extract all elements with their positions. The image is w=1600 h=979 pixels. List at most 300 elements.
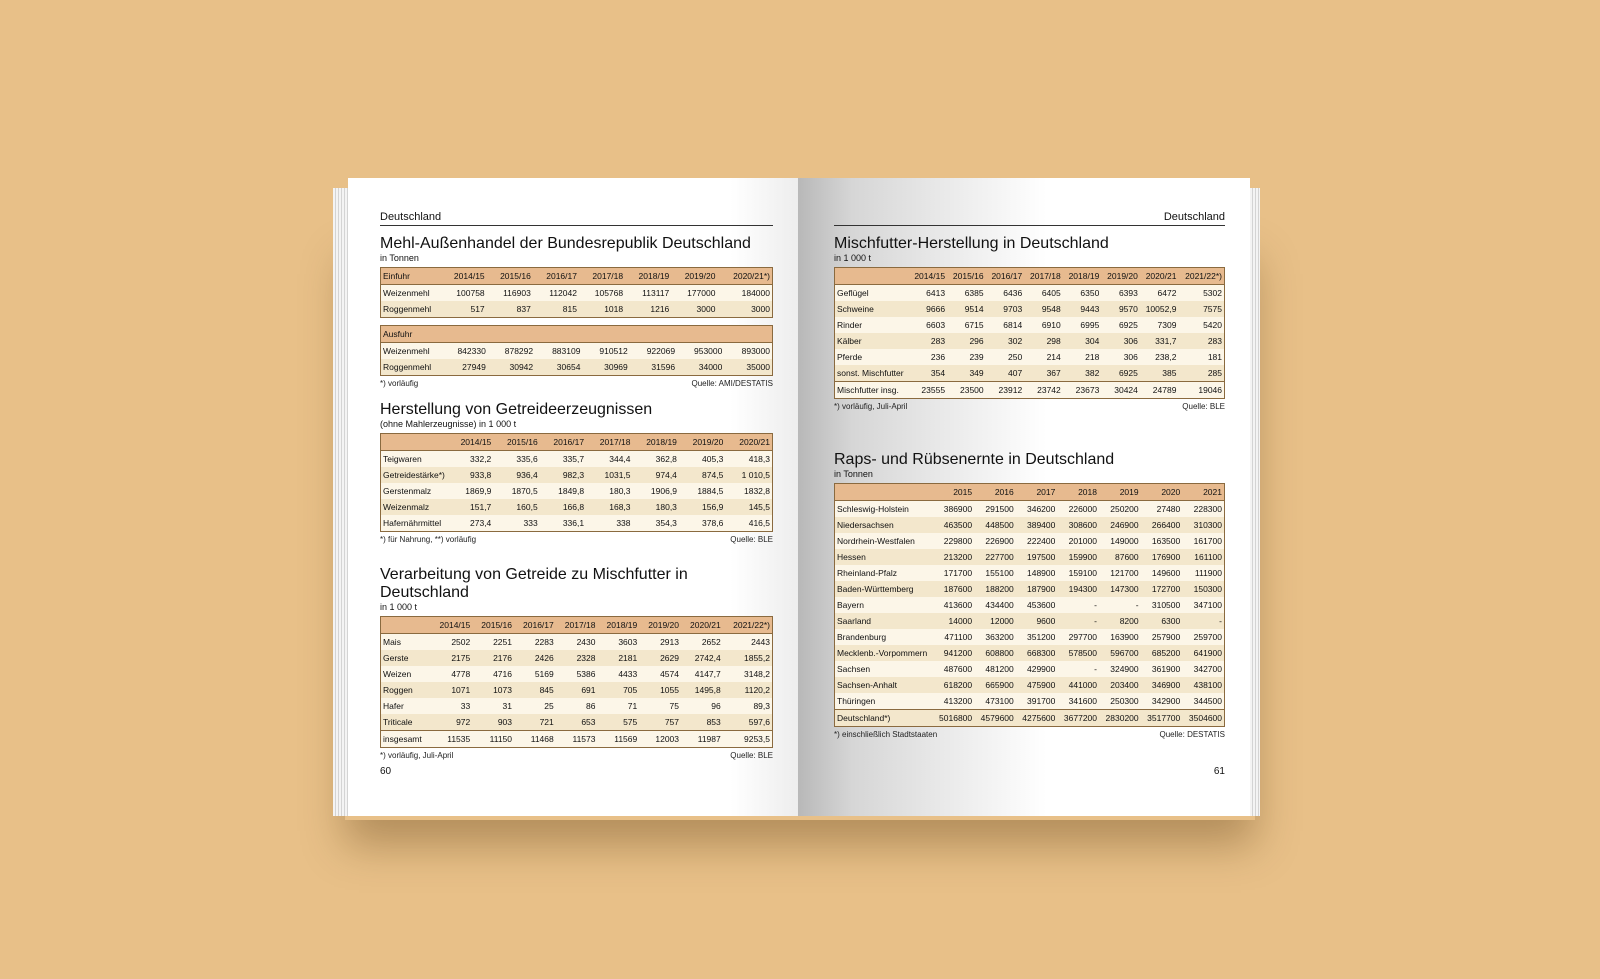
row-label: Getreidestärke*) bbox=[383, 470, 445, 480]
table-row bbox=[381, 483, 773, 499]
row-label: Sachsen-Anhalt bbox=[837, 680, 898, 690]
cell: 441000 bbox=[1068, 680, 1097, 690]
cell: 2176 bbox=[493, 653, 512, 663]
cell: 685200 bbox=[1151, 648, 1181, 658]
verarbeitung-notes bbox=[380, 751, 773, 760]
cell: 6436 bbox=[1003, 288, 1023, 298]
cell: 11573 bbox=[556, 731, 598, 748]
einfuhr-header-row bbox=[381, 268, 773, 285]
left-page-header: Deutschland bbox=[380, 211, 442, 223]
cell: 285 bbox=[1207, 368, 1222, 378]
cell: 2430 bbox=[576, 637, 596, 647]
cell: 34000 bbox=[698, 362, 723, 372]
col-header: 2017/18 bbox=[1024, 268, 1063, 285]
table-row bbox=[381, 467, 773, 483]
cell: 163500 bbox=[1151, 536, 1181, 546]
raps-header-row bbox=[835, 484, 1225, 501]
cell: 883109 bbox=[552, 346, 581, 356]
cell: 218 bbox=[1085, 352, 1100, 362]
cell: 922069 bbox=[646, 346, 676, 356]
cell: 12000 bbox=[990, 616, 1014, 626]
table-row bbox=[835, 597, 1225, 613]
row-label: Weizen bbox=[383, 669, 412, 679]
table-row bbox=[835, 565, 1225, 581]
cell: 4778 bbox=[451, 669, 471, 679]
cell: 236 bbox=[930, 352, 946, 362]
cell: 351200 bbox=[1027, 632, 1056, 642]
col-header: 2020 bbox=[1141, 484, 1183, 501]
cell: 691 bbox=[581, 685, 596, 695]
cell: 6814 bbox=[1003, 320, 1023, 330]
cell: 842330 bbox=[457, 346, 486, 356]
cell: 30424 bbox=[1101, 382, 1140, 399]
cell: 259700 bbox=[1193, 632, 1222, 642]
cell: 9600 bbox=[1036, 616, 1056, 626]
cell: 6413 bbox=[926, 288, 946, 298]
cell: 448500 bbox=[985, 520, 1014, 530]
cell: 618200 bbox=[943, 680, 973, 690]
mehl-source: Quelle: AMI/DESTATIS bbox=[691, 379, 773, 388]
row-label: Nordrhein-Westfalen bbox=[837, 536, 915, 546]
cell: 331,7 bbox=[1155, 336, 1177, 346]
cell: 6405 bbox=[1041, 288, 1061, 298]
cell: - bbox=[1135, 600, 1139, 610]
cell: 2652 bbox=[701, 637, 721, 647]
cell: 721 bbox=[539, 717, 554, 727]
cell: 1120,2 bbox=[744, 685, 770, 695]
row-label: Saarland bbox=[837, 616, 872, 626]
cell: 1884,5 bbox=[697, 486, 724, 496]
row-label: Gerstenmalz bbox=[383, 486, 432, 496]
cell: 1216 bbox=[650, 304, 670, 314]
cell: 354 bbox=[930, 368, 946, 378]
table-row bbox=[835, 661, 1225, 677]
mischfutter-footnote: *) vorläufig, Juli-April bbox=[834, 402, 908, 411]
left-header-rule bbox=[380, 225, 773, 226]
mehl-subtitle: in Tonnen bbox=[380, 253, 419, 263]
cell: 2181 bbox=[618, 653, 638, 663]
cell: 291500 bbox=[985, 504, 1014, 514]
col-header: 2017/18 bbox=[586, 434, 632, 451]
col-header: 2016/17 bbox=[540, 434, 586, 451]
table-row bbox=[381, 343, 773, 360]
verarbeitung-table bbox=[380, 616, 773, 748]
cell: 27949 bbox=[462, 362, 486, 372]
cell: 201000 bbox=[1068, 536, 1097, 546]
mehl-footnote: *) vorläufig bbox=[380, 379, 419, 388]
cell: 187900 bbox=[1027, 584, 1056, 594]
cell: 386900 bbox=[943, 504, 973, 514]
cell: 113117 bbox=[642, 288, 670, 298]
cell: 213200 bbox=[943, 552, 973, 562]
cell: 246900 bbox=[1110, 520, 1139, 530]
cell: 228300 bbox=[1193, 504, 1222, 514]
cell: 815 bbox=[562, 304, 577, 314]
row-label: Hessen bbox=[837, 552, 866, 562]
cell: 333 bbox=[523, 518, 538, 528]
col-header: 2016/17 bbox=[986, 268, 1025, 285]
cell: 6350 bbox=[1080, 288, 1100, 298]
row-label: Brandenburg bbox=[837, 632, 887, 642]
cell: 155100 bbox=[985, 568, 1014, 578]
cell: 10052,9 bbox=[1145, 304, 1177, 314]
col-header bbox=[835, 484, 933, 501]
total-row bbox=[835, 710, 1225, 727]
cell: 3677200 bbox=[1057, 710, 1099, 727]
cell: 266400 bbox=[1151, 520, 1181, 530]
table-row bbox=[835, 549, 1225, 565]
col-header bbox=[835, 268, 909, 285]
cell: 4147,7 bbox=[694, 669, 721, 679]
cell: 89,3 bbox=[753, 701, 770, 711]
cell: 238,2 bbox=[1155, 352, 1177, 362]
getreide-header-row bbox=[381, 434, 773, 451]
cell: 33 bbox=[460, 701, 471, 711]
col-header: 2018 bbox=[1057, 484, 1099, 501]
col-header: 2015/16 bbox=[947, 268, 986, 285]
mehl-einfuhr-table bbox=[380, 267, 773, 318]
cell: 9253,5 bbox=[723, 731, 773, 748]
cell: 4275600 bbox=[1016, 710, 1058, 727]
cell: 1832,8 bbox=[744, 486, 770, 496]
row-label: Schleswig-Holstein bbox=[837, 504, 909, 514]
cell: 239 bbox=[969, 352, 984, 362]
cell: 19046 bbox=[1178, 382, 1224, 399]
cell: 304 bbox=[1085, 336, 1100, 346]
cell: 335,7 bbox=[562, 454, 585, 464]
row-label: Sachsen bbox=[837, 664, 871, 674]
cell: 974,4 bbox=[655, 470, 677, 480]
cell: 418,3 bbox=[748, 454, 770, 464]
cell: 151,7 bbox=[470, 502, 492, 512]
col-header: 2014/15 bbox=[431, 617, 473, 634]
cell: 1073 bbox=[493, 685, 512, 695]
cell: 382 bbox=[1085, 368, 1100, 378]
cell: 180,3 bbox=[655, 502, 677, 512]
cell: 23742 bbox=[1024, 382, 1063, 399]
cell: 1 010,5 bbox=[741, 470, 770, 480]
cell: 14000 bbox=[948, 616, 973, 626]
cell: 257900 bbox=[1151, 632, 1181, 642]
cell: 3148,2 bbox=[744, 669, 770, 679]
cell: 11535 bbox=[431, 731, 473, 748]
raps-section bbox=[834, 451, 1225, 739]
cell: 250200 bbox=[1110, 504, 1139, 514]
cell: 145,5 bbox=[748, 502, 770, 512]
cell: 668300 bbox=[1027, 648, 1056, 658]
row-label: Schweine bbox=[837, 304, 874, 314]
col-header: 2018/19 bbox=[625, 268, 671, 285]
cell: 298 bbox=[1046, 336, 1061, 346]
cell: 296 bbox=[969, 336, 984, 346]
cell: 160,5 bbox=[516, 502, 538, 512]
row-label: Rinder bbox=[837, 320, 863, 330]
cell: 471100 bbox=[944, 632, 973, 642]
ausfuhr-header-row bbox=[381, 326, 773, 343]
cell: 100758 bbox=[456, 288, 485, 298]
row-label: insgesamt bbox=[381, 731, 431, 748]
table-row bbox=[381, 666, 773, 682]
cell: 434400 bbox=[985, 600, 1014, 610]
table-row bbox=[835, 365, 1225, 382]
cell: 4433 bbox=[618, 669, 638, 679]
cell: 4579600 bbox=[974, 710, 1016, 727]
cell: 87600 bbox=[1114, 552, 1139, 562]
cell: 1855,2 bbox=[744, 653, 770, 663]
row-label: Weizenmalz bbox=[383, 502, 430, 512]
row-label: Deutschland*) bbox=[835, 710, 933, 727]
col-header: 2019/20 bbox=[639, 617, 681, 634]
cell: 6925 bbox=[1118, 320, 1138, 330]
row-label: Niedersachsen bbox=[837, 520, 894, 530]
cell: 226900 bbox=[985, 536, 1014, 546]
col-header: 2018/19 bbox=[598, 617, 640, 634]
table-row bbox=[381, 650, 773, 666]
cell: 1869,9 bbox=[465, 486, 492, 496]
col-header: 2020/21*) bbox=[717, 268, 772, 285]
col-header: 2017/18 bbox=[579, 268, 625, 285]
col-header: 2021/22*) bbox=[1178, 268, 1224, 285]
raps-title: Raps- und Rübsenernte in Deutschland bbox=[834, 451, 1115, 468]
table-row bbox=[381, 698, 773, 714]
col-header: 2019/20 bbox=[679, 434, 725, 451]
cell: 1031,5 bbox=[604, 470, 631, 480]
cell: 3000 bbox=[696, 304, 716, 314]
right-page bbox=[798, 178, 1250, 816]
cell: 105768 bbox=[594, 288, 624, 298]
table-row bbox=[381, 451, 773, 468]
cell: 71 bbox=[627, 701, 638, 711]
row-label: Bayern bbox=[837, 600, 864, 610]
cell: 121700 bbox=[1110, 568, 1139, 578]
verarbeitung-title: Verarbeitung von Getreide zu Mischfutter in Deutschland bbox=[380, 566, 688, 601]
cell: 5169 bbox=[534, 669, 554, 679]
cell: 575 bbox=[623, 717, 638, 727]
cell: 972 bbox=[456, 717, 471, 727]
row-label: Hafernährmittel bbox=[383, 518, 442, 528]
cell: 188200 bbox=[985, 584, 1014, 594]
cell: 438100 bbox=[1193, 680, 1222, 690]
row-label: Teigwaren bbox=[383, 454, 422, 464]
cell: 413200 bbox=[943, 696, 973, 706]
cell: 363200 bbox=[985, 632, 1014, 642]
col-header: 2020/21 bbox=[725, 434, 772, 451]
cell: 5302 bbox=[1203, 288, 1222, 298]
cell: 11569 bbox=[598, 731, 640, 748]
col-header bbox=[381, 617, 431, 634]
cell: 171700 bbox=[943, 568, 973, 578]
table-row bbox=[835, 333, 1225, 349]
mehl-section bbox=[380, 235, 773, 388]
verarbeitung-footnote: *) vorläufig, Juli-April bbox=[380, 751, 454, 760]
row-label: Weizenmehl bbox=[383, 346, 430, 356]
cell: 6472 bbox=[1157, 288, 1177, 298]
cell: 1906,9 bbox=[650, 486, 677, 496]
col-header: 2016/17 bbox=[514, 617, 556, 634]
row-label: Triticale bbox=[383, 717, 413, 727]
cell: 653 bbox=[581, 717, 596, 727]
cell: 226000 bbox=[1068, 504, 1097, 514]
col-header: 2014/15 bbox=[447, 434, 493, 451]
cell: 2830200 bbox=[1099, 710, 1141, 727]
table-row bbox=[381, 301, 773, 318]
col-header: 2019 bbox=[1099, 484, 1141, 501]
cell: 2251 bbox=[493, 637, 512, 647]
col-header: 2018/19 bbox=[1063, 268, 1102, 285]
table-row bbox=[381, 634, 773, 651]
cell: 910512 bbox=[599, 346, 628, 356]
mehl-title: Mehl-Außenhandel der Bundesrepublik Deutschland bbox=[380, 235, 751, 252]
cell: 30942 bbox=[509, 362, 534, 372]
cell: 197500 bbox=[1027, 552, 1056, 562]
cell: - bbox=[1094, 600, 1097, 610]
cell: 310300 bbox=[1193, 520, 1222, 530]
cell: 172700 bbox=[1151, 584, 1181, 594]
cell: 30969 bbox=[604, 362, 628, 372]
cell: 338 bbox=[616, 518, 631, 528]
row-label: Hafer bbox=[383, 701, 404, 711]
cell: - bbox=[1094, 616, 1097, 626]
cell: 608800 bbox=[985, 648, 1014, 658]
cell: 214 bbox=[1046, 352, 1061, 362]
cell: 161700 bbox=[1193, 536, 1222, 546]
row-label: Mischfutter insg. bbox=[835, 382, 909, 399]
cell: 9666 bbox=[926, 304, 946, 314]
mehl-notes bbox=[380, 379, 773, 388]
cell: 9703 bbox=[1003, 304, 1023, 314]
cell: 336,1 bbox=[562, 518, 585, 528]
col-header: Einfuhr bbox=[381, 268, 441, 285]
cell: 6910 bbox=[1041, 320, 1061, 330]
cell: 705 bbox=[623, 685, 638, 695]
cell: 341600 bbox=[1068, 696, 1097, 706]
mischfutter-title: Mischfutter-Herstellung in Deutschland bbox=[834, 235, 1109, 252]
cell: 346900 bbox=[1151, 680, 1181, 690]
cell: 2742,4 bbox=[694, 653, 721, 663]
cell: 1495,8 bbox=[694, 685, 721, 695]
cell: 159100 bbox=[1068, 568, 1097, 578]
cell: 903 bbox=[497, 717, 512, 727]
cell: 6300 bbox=[1161, 616, 1181, 626]
cell: 2426 bbox=[534, 653, 554, 663]
total-row bbox=[835, 382, 1225, 399]
cell: 385 bbox=[1162, 368, 1177, 378]
cell: 416,5 bbox=[748, 518, 770, 528]
cell: 168,3 bbox=[609, 502, 631, 512]
total-row bbox=[381, 731, 773, 748]
cell: 181 bbox=[1207, 352, 1222, 362]
cell: 297700 bbox=[1068, 632, 1097, 642]
cell: 473100 bbox=[985, 696, 1014, 706]
row-label: Geflügel bbox=[837, 288, 869, 298]
cell: 9548 bbox=[1041, 304, 1061, 314]
table-row bbox=[835, 349, 1225, 365]
col-header: 2015/16 bbox=[472, 617, 514, 634]
cell: 147300 bbox=[1110, 584, 1139, 594]
table-row bbox=[381, 714, 773, 731]
cell: 23555 bbox=[909, 382, 948, 399]
cell: 346200 bbox=[1027, 504, 1056, 514]
cell: 9443 bbox=[1080, 304, 1100, 314]
cell: 453600 bbox=[1027, 600, 1056, 610]
mischfutter-source: Quelle: BLE bbox=[1182, 402, 1225, 411]
cell: 4716 bbox=[493, 669, 512, 679]
mischfutter-header-row bbox=[835, 268, 1225, 285]
table-row bbox=[835, 613, 1225, 629]
cell: 23500 bbox=[947, 382, 986, 399]
cell: 283 bbox=[930, 336, 946, 346]
cell: 6925 bbox=[1118, 368, 1138, 378]
cell: 933,8 bbox=[470, 470, 492, 480]
raps-subtitle: in Tonnen bbox=[834, 469, 873, 479]
row-label: Mais bbox=[383, 637, 401, 647]
mischfutter-subtitle: in 1 000 t bbox=[834, 253, 872, 263]
table-row bbox=[835, 693, 1225, 710]
col-header: 2014/15 bbox=[909, 268, 948, 285]
cell: 24789 bbox=[1140, 382, 1179, 399]
table-row bbox=[381, 682, 773, 698]
cell: 11150 bbox=[472, 731, 514, 748]
col-header: 2020/21 bbox=[1140, 268, 1179, 285]
cell: 203400 bbox=[1110, 680, 1139, 690]
cell: 481200 bbox=[985, 664, 1014, 674]
getreide-footnote: *) für Nahrung, **) vorläufig bbox=[380, 535, 477, 544]
cell: 362,8 bbox=[655, 454, 677, 464]
cell: 6393 bbox=[1118, 288, 1138, 298]
table-row bbox=[835, 285, 1225, 302]
table-row bbox=[835, 581, 1225, 597]
cell: 2629 bbox=[660, 653, 679, 663]
cell: 342900 bbox=[1151, 696, 1181, 706]
cell: 96 bbox=[711, 701, 721, 711]
cell: 7575 bbox=[1203, 304, 1222, 314]
cell: 35000 bbox=[746, 362, 770, 372]
cell: 3504600 bbox=[1182, 710, 1224, 727]
cell: 308600 bbox=[1068, 520, 1097, 530]
cell: 177000 bbox=[687, 288, 716, 298]
table-row bbox=[381, 515, 773, 532]
cell: 149600 bbox=[1151, 568, 1181, 578]
cell: 306 bbox=[1123, 352, 1138, 362]
raps-notes bbox=[834, 730, 1225, 739]
page-number-right: 61 bbox=[1213, 766, 1225, 777]
row-label: Kälber bbox=[837, 336, 862, 346]
cell: 306 bbox=[1123, 336, 1138, 346]
col-header: 2019/20 bbox=[671, 268, 717, 285]
table-row bbox=[835, 629, 1225, 645]
cell: 2175 bbox=[451, 653, 471, 663]
cell: 407 bbox=[1008, 368, 1023, 378]
cell: 391700 bbox=[1027, 696, 1056, 706]
cell: 176900 bbox=[1151, 552, 1181, 562]
cell: 25 bbox=[544, 701, 554, 711]
row-label: Roggenmehl bbox=[383, 362, 432, 372]
left-page bbox=[348, 178, 798, 816]
cell: 5420 bbox=[1203, 320, 1222, 330]
cell: 1870,5 bbox=[511, 486, 538, 496]
cell: 5386 bbox=[576, 669, 596, 679]
cell: 335,6 bbox=[516, 454, 538, 464]
cell: 347100 bbox=[1193, 600, 1222, 610]
table-row bbox=[835, 645, 1225, 661]
col-header: 2018/19 bbox=[633, 434, 679, 451]
cell: 250 bbox=[1008, 352, 1023, 362]
getreide-table bbox=[380, 433, 773, 532]
ausfuhr-label: Ausfuhr bbox=[381, 326, 773, 343]
cell: 23673 bbox=[1063, 382, 1102, 399]
cell: 2913 bbox=[660, 637, 679, 647]
cell: 187600 bbox=[943, 584, 973, 594]
